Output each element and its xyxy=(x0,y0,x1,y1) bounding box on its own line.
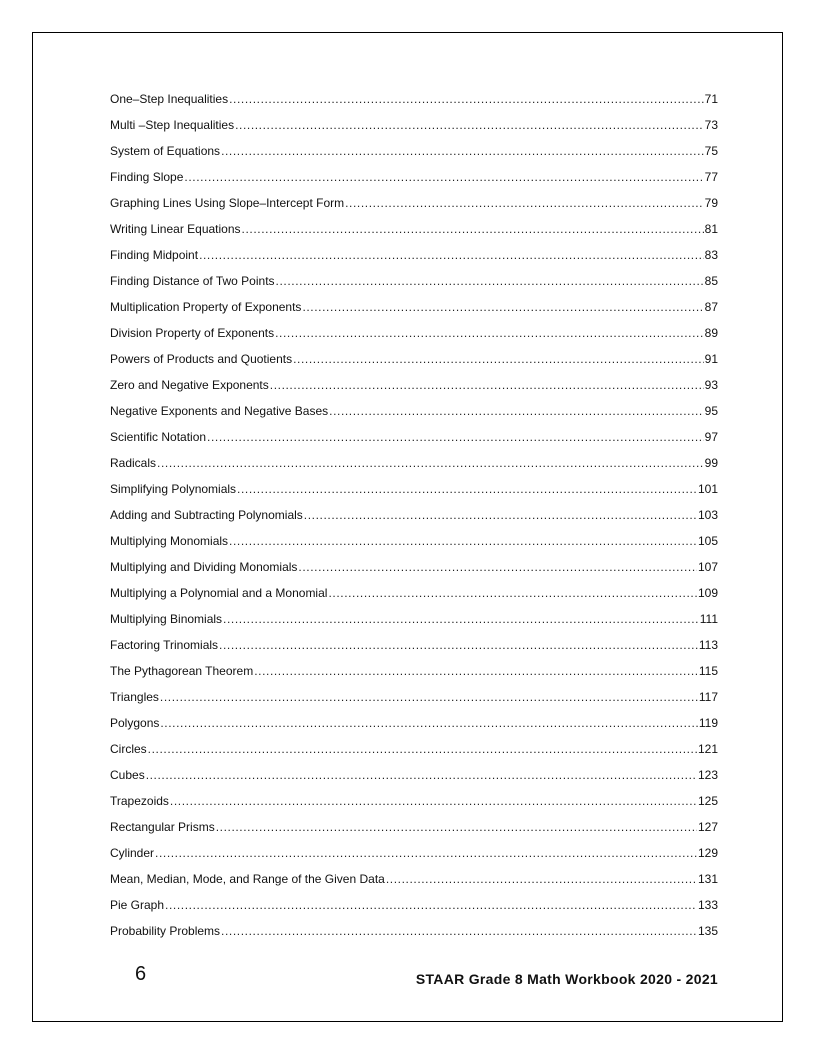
table-of-contents xyxy=(110,92,718,950)
toc-entry-title: Multiplying Monomials xyxy=(110,534,229,548)
toc-entry-title: Zero and Negative Exponents xyxy=(110,378,269,392)
toc-entry-page: 85 xyxy=(704,274,718,288)
toc-entry[interactable] xyxy=(110,924,718,950)
toc-entry-page: 107 xyxy=(697,560,718,574)
toc-entry-title: Factoring Trinomials xyxy=(110,638,219,652)
toc-entry-page: 125 xyxy=(697,794,718,808)
toc-dot-leader xyxy=(329,404,704,418)
toc-entry[interactable] xyxy=(110,846,718,872)
toc-entry[interactable] xyxy=(110,742,718,768)
toc-entry-title: Polygons xyxy=(110,716,160,730)
toc-dot-leader xyxy=(157,456,704,470)
toc-entry[interactable] xyxy=(110,534,718,560)
toc-entry[interactable] xyxy=(110,274,718,300)
toc-dot-leader xyxy=(298,560,697,574)
toc-entry-page: 75 xyxy=(704,144,718,158)
toc-dot-leader xyxy=(328,586,697,600)
toc-dot-leader xyxy=(293,352,704,366)
toc-dot-leader xyxy=(216,820,697,834)
toc-entry[interactable] xyxy=(110,872,718,898)
toc-entry[interactable] xyxy=(110,352,718,378)
toc-dot-leader xyxy=(155,846,697,860)
toc-dot-leader xyxy=(237,482,697,496)
toc-entry-title: Division Property of Exponents xyxy=(110,326,275,340)
toc-entry[interactable] xyxy=(110,248,718,274)
toc-dot-leader xyxy=(386,872,697,886)
toc-entry-title: Finding Slope xyxy=(110,170,184,184)
toc-entry-title: Graphing Lines Using Slope–Intercept Form xyxy=(110,196,345,210)
toc-entry-page: 115 xyxy=(698,664,718,678)
toc-entry-page: 79 xyxy=(704,196,718,210)
toc-entry-title: Cubes xyxy=(110,768,145,782)
toc-entry-title: Rectangular Prisms xyxy=(110,820,215,834)
toc-entry-title: Multiplying and Dividing Monomials xyxy=(110,560,298,574)
toc-entry-page: 113 xyxy=(698,638,718,652)
toc-entry[interactable] xyxy=(110,716,718,742)
toc-entry-page: 127 xyxy=(697,820,718,834)
toc-entry-title: Cylinder xyxy=(110,846,155,860)
toc-entry-title: One–Step Inequalities xyxy=(110,92,229,106)
toc-dot-leader xyxy=(160,716,697,730)
toc-entry[interactable] xyxy=(110,300,718,326)
toc-entry[interactable] xyxy=(110,664,718,690)
toc-entry-page: 109 xyxy=(697,586,718,600)
toc-entry-title: Triangles xyxy=(110,690,159,704)
toc-entry[interactable] xyxy=(110,690,718,716)
toc-entry[interactable] xyxy=(110,898,718,924)
toc-entry-page: 81 xyxy=(704,222,718,236)
toc-entry[interactable] xyxy=(110,92,718,118)
toc-dot-leader xyxy=(229,92,704,106)
toc-entry[interactable] xyxy=(110,456,718,482)
toc-entry-page: 119 xyxy=(698,716,718,730)
toc-entry[interactable] xyxy=(110,820,718,846)
toc-dot-leader xyxy=(165,898,697,912)
toc-entry-page: 83 xyxy=(704,248,718,262)
toc-dot-leader xyxy=(275,326,704,340)
toc-dot-leader xyxy=(146,768,697,782)
toc-entry-title: Multiplying a Polynomial and a Monomial xyxy=(110,586,328,600)
toc-entry[interactable] xyxy=(110,482,718,508)
footer-book-title: STAAR Grade 8 Math Workbook 2020 - 2021 xyxy=(415,971,718,987)
toc-entry-page: 131 xyxy=(697,872,718,886)
toc-dot-leader xyxy=(184,170,703,184)
toc-dot-leader xyxy=(207,430,704,444)
toc-entry-page: 97 xyxy=(704,430,718,444)
toc-entry[interactable] xyxy=(110,378,718,404)
toc-entry-title: The Pythagorean Theorem xyxy=(110,664,254,678)
toc-entry-page: 95 xyxy=(704,404,718,418)
toc-entry-title: Multiplication Property of Exponents xyxy=(110,300,302,314)
toc-dot-leader xyxy=(276,274,704,288)
toc-dot-leader xyxy=(223,612,699,626)
toc-entry-page: 77 xyxy=(704,170,718,184)
toc-entry[interactable] xyxy=(110,144,718,170)
toc-entry-title: Finding Distance of Two Points xyxy=(110,274,275,288)
toc-entry-title: Trapezoids xyxy=(110,794,169,808)
toc-entry-page: 91 xyxy=(704,352,718,366)
toc-entry-title: Circles xyxy=(110,742,147,756)
toc-entry-page: 111 xyxy=(699,612,718,626)
toc-entry[interactable] xyxy=(110,196,718,222)
toc-entry-title: Powers of Products and Quotients xyxy=(110,352,293,366)
toc-entry-title: Probability Problems xyxy=(110,924,221,938)
toc-dot-leader xyxy=(221,924,697,938)
toc-entry[interactable] xyxy=(110,508,718,534)
toc-entry-title: Writing Linear Equations xyxy=(110,222,241,236)
toc-entry[interactable] xyxy=(110,430,718,456)
toc-entry-page: 117 xyxy=(698,690,718,704)
toc-entry-page: 99 xyxy=(704,456,718,470)
toc-entry-page: 135 xyxy=(697,924,718,938)
toc-entry-title: Adding and Subtracting Polynomials xyxy=(110,508,303,522)
toc-entry[interactable] xyxy=(110,794,718,820)
toc-entry-page: 133 xyxy=(697,898,718,912)
toc-dot-leader xyxy=(219,638,698,652)
toc-entry[interactable] xyxy=(110,560,718,586)
toc-entry-page: 73 xyxy=(704,118,718,132)
toc-entry-page: 121 xyxy=(697,742,718,756)
toc-entry[interactable] xyxy=(110,326,718,352)
toc-entry-page: 87 xyxy=(704,300,718,314)
toc-entry-title: System of Equations xyxy=(110,144,221,158)
toc-entry[interactable] xyxy=(110,170,718,196)
toc-dot-leader xyxy=(170,794,697,808)
toc-entry-page: 101 xyxy=(697,482,718,496)
toc-entry[interactable] xyxy=(110,118,718,144)
toc-dot-leader xyxy=(302,300,703,314)
toc-dot-leader xyxy=(242,222,704,236)
toc-dot-leader xyxy=(148,742,697,756)
toc-entry-title: Multi –Step Inequalities xyxy=(110,118,235,132)
toc-entry[interactable] xyxy=(110,768,718,794)
toc-dot-leader xyxy=(229,534,697,548)
toc-entry-title: Finding Midpoint xyxy=(110,248,199,262)
toc-dot-leader xyxy=(221,144,704,158)
toc-entry[interactable] xyxy=(110,586,718,612)
toc-entry-title: Mean, Median, Mode, and Range of the Given Data xyxy=(110,872,385,886)
toc-dot-leader xyxy=(254,664,698,678)
toc-entry-page: 71 xyxy=(704,92,718,106)
toc-entry-page: 93 xyxy=(704,378,718,392)
toc-dot-leader xyxy=(160,690,698,704)
toc-entry-title: Negative Exponents and Negative Bases xyxy=(110,404,329,418)
toc-dot-leader xyxy=(270,378,704,392)
toc-entry-page: 103 xyxy=(697,508,718,522)
footer-page-number: 6 xyxy=(135,963,147,985)
toc-entry-page: 105 xyxy=(697,534,718,548)
toc-dot-leader xyxy=(304,508,697,522)
toc-entry[interactable] xyxy=(110,404,718,430)
toc-entry-page: 123 xyxy=(697,768,718,782)
toc-entry[interactable] xyxy=(110,222,718,248)
toc-dot-leader xyxy=(235,118,704,132)
toc-entry-title: Scientific Notation xyxy=(110,430,207,444)
toc-entry-page: 129 xyxy=(697,846,718,860)
toc-entry-title: Pie Graph xyxy=(110,898,165,912)
toc-dot-leader xyxy=(345,196,704,210)
toc-entry-title: Multiplying Binomials xyxy=(110,612,223,626)
toc-dot-leader xyxy=(199,248,704,262)
toc-entry-page: 89 xyxy=(704,326,718,340)
toc-entry-title: Simplifying Polynomials xyxy=(110,482,237,496)
toc-entry[interactable] xyxy=(110,638,718,664)
toc-entry[interactable] xyxy=(110,612,718,638)
toc-entry-title: Radicals xyxy=(110,456,157,470)
